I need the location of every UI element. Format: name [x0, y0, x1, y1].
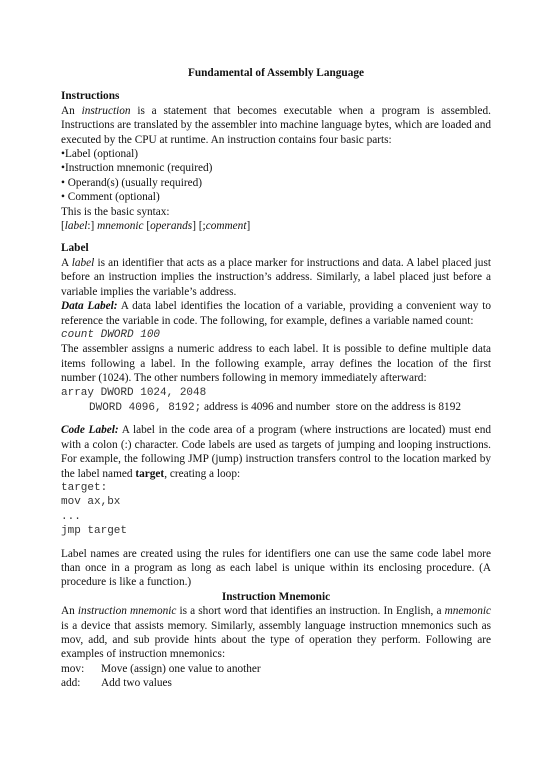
text-run: is a device that assists memory. Similarly, assembly language instruction mnemonics such as mov, add, and sub provide hints about the type of operation they perform. Following are examples of instruction mnemonics: [61, 619, 491, 661]
text-run: ] [246, 220, 251, 233]
doc-title: Fundamental of Assembly Language [187, 67, 365, 79]
syntax-line [61, 219, 491, 233]
code-note: address is 4096 and number store on the address is 8192 [201, 400, 462, 413]
code-line: target: [61, 481, 108, 494]
text-run: A [61, 256, 72, 269]
term-instruction: instruction [81, 104, 131, 117]
text-run: :] [87, 220, 98, 233]
mnemonic-key: mov: [61, 662, 85, 675]
syntax-comment: comment [205, 220, 247, 233]
code-text: DWORD 4096, 8192; [89, 401, 202, 414]
code-line: jmp target [61, 525, 128, 538]
text-run: ] [; [192, 220, 206, 233]
code-line-with-note [61, 400, 491, 415]
text-run: A data label identifies the location of a variable, providing a convenient way to reference the variable in code. The following, for example, defines a variable named count: [61, 300, 491, 327]
term-instruction-mnemonic: instruction mnemonic [77, 605, 177, 618]
data-label-paragraph-2: The assembler assigns a numeric address to each label. It is possible to define multiple data items following a label. In the following example, array defines the location of the first number (1024). The other numbers following in memory immediately afterward: [61, 343, 491, 385]
data-label-paragraph [61, 299, 491, 328]
label-paragraph [61, 256, 491, 299]
syntax-operands: operands [150, 220, 193, 233]
text-run: A label in the code area of a program (where instructions are located) must end with a colon (:) character. Code labels are used as targets of jumping and looping instructions. For example, the following JMP (jump) instruction transfers control to the location marked by the label named [61, 424, 491, 480]
text-run: [ [143, 220, 151, 233]
text-run: [ [61, 220, 65, 233]
mnemonic-example [61, 662, 491, 676]
mnemonic-desc: Move (assign) one value to another [101, 662, 261, 675]
mnemonic-paragraph [61, 604, 491, 662]
code-label-paragraph [61, 423, 491, 481]
section-heading-mnemonic: Instruction Mnemonic [221, 590, 331, 603]
text-run: is an identifier that acts as a place marker for instructions and data. A label placed just before an instruction implies the instruction’s address. Similarly, a label placed just before a variable implies the variable’s address. [61, 256, 491, 298]
part-item: • Comment (optional) [61, 191, 160, 204]
text-run: An [61, 605, 78, 618]
text-run: , creating a loop: [164, 467, 241, 480]
mnemonic-example [61, 676, 491, 690]
text-run: is a short word that identifies an instruction. In English, a [176, 605, 445, 618]
section-heading-instructions: Instructions [61, 90, 120, 103]
text-run: is a statement that becomes executable when a program is assembled. Instructions are translated by the assembler into machine language bytes, which are loaded and executed by the CPU at runtime. An instruction contains four basic parts: [61, 104, 491, 146]
term-mnemonic: mnemonic [444, 605, 491, 618]
text-run: An [61, 104, 82, 117]
part-item: •Label (optional) [61, 148, 139, 161]
page-content [61, 66, 491, 691]
term-code-label: Code Label: [61, 424, 119, 437]
code-line: array DWORD 1024, 2048 [61, 386, 207, 399]
syntax-mnemonic: mnemonic [97, 220, 144, 233]
label-rules-paragraph: Label names are created using the rules for identifiers one can use the same code label more than once in a program as long as each label is unique within its enclosing procedure. (A procedure is like a function.) [61, 547, 491, 589]
syntax-intro: This is the basic syntax: [61, 205, 170, 218]
term-target: target [135, 467, 165, 480]
term-label: label [71, 256, 95, 269]
syntax-label: label [64, 220, 88, 233]
instructions-paragraph [61, 104, 491, 147]
mnemonic-desc: Add two values [101, 677, 172, 690]
term-data-label: Data Label: [61, 300, 118, 313]
section-heading-label: Label [61, 242, 89, 255]
part-item: •Instruction mnemonic (required) [61, 162, 213, 175]
part-item: • Operand(s) (usually required) [61, 176, 203, 189]
code-line: mov ax,bx [61, 496, 121, 509]
code-line: count DWORD 100 [61, 328, 161, 341]
mnemonic-key: add: [61, 677, 81, 690]
code-line: ... [61, 510, 81, 523]
